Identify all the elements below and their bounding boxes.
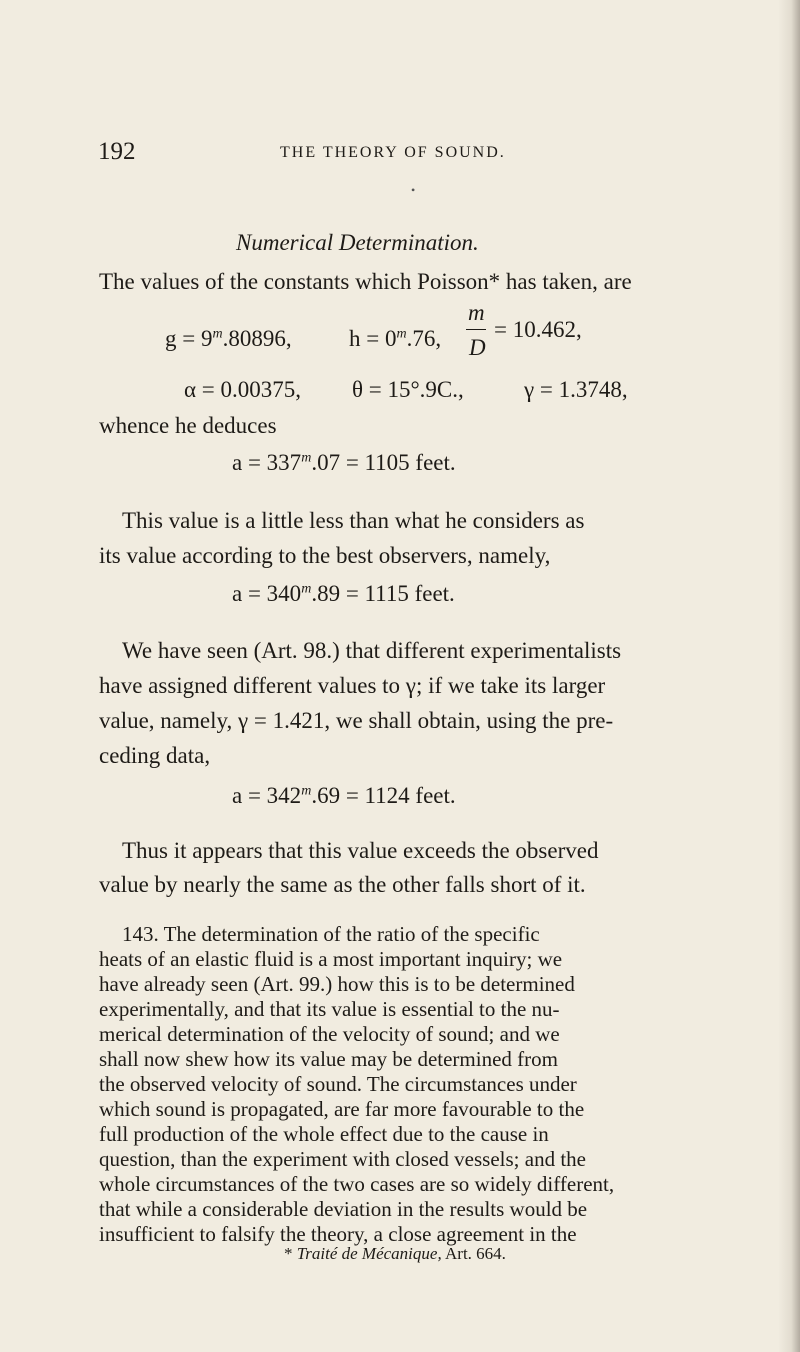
constant-alpha: α = 0.00375,: [184, 377, 302, 402]
para4-line-10: question, than the experiment with closed vessels; and the: [99, 1147, 586, 1171]
fraction-numerator: m: [468, 300, 485, 325]
footnote: [284, 1244, 506, 1264]
para4-line-2: heats of an elastic fluid is a most important inquiry; we: [99, 947, 563, 971]
constant-theta: θ = 15°.9C.,: [352, 377, 464, 402]
para4-line-1: 143. The determination of the ratio of the specific: [122, 922, 540, 946]
page-edge-shadow: [778, 0, 800, 1352]
constant-m-over-d: = 10.462,: [494, 317, 582, 342]
para4-line-8: which sound is propagated, are far more favourable to the: [99, 1097, 585, 1121]
section-heading: Numerical Determination.: [236, 230, 479, 255]
para4-line-13: insufficient to falsify the theory, a close agreement in the: [99, 1222, 577, 1246]
para4-line-4: experimentally, and that its value is essential to the nu-: [99, 997, 560, 1021]
constant-g: $g = 9^m.80896$,: [165, 326, 292, 351]
para3-line-1: Thus it appears that this value exceeds the observed: [122, 838, 599, 863]
page-number: 192: [98, 138, 136, 165]
footnote-mark: *: [284, 1244, 293, 1263]
para4-line-5: merical determination of the velocity of sound; and we: [99, 1022, 560, 1046]
equation-3: $a = 342^m.69 = 1124$ feet.: [232, 783, 456, 808]
ornament-dot: •: [411, 183, 416, 197]
constant-gamma: γ = 1.3748,: [524, 377, 628, 402]
para4-line-7: the observed velocity of sound. The circumstances under: [99, 1072, 577, 1096]
whence-line: whence he deduces: [99, 413, 277, 438]
constant-h: $h = 0^m.76$,: [349, 326, 442, 351]
para4-line-6: shall now shew how its value may be determined from: [99, 1047, 558, 1071]
para4-line-11: whole circumstances of the two cases are so widely different,: [99, 1172, 615, 1196]
footnote-ref: Art. 664.: [445, 1244, 506, 1263]
para4-line-9: full production of the whole effect due to the cause in: [99, 1122, 549, 1146]
fraction-denominator: D: [469, 335, 486, 360]
para2-line-3: value, namely, γ = 1.421, we shall obtain, using the pre-: [99, 708, 614, 733]
para2-line-1: We have seen (Art. 98.) that different experimentalists: [122, 638, 622, 663]
equation-2: $a = 340^m.89 = 1115$ feet.: [232, 581, 455, 606]
equation-1: $a = 337^m.07 = 1105$ feet.: [232, 450, 456, 475]
para4-line-3: have already seen (Art. 99.) how this is to be determined: [99, 972, 575, 996]
para2-line-4: ceding data,: [99, 743, 211, 768]
para1-line-1: This value is a little less than what he considers as: [122, 508, 585, 533]
footnote-title: Traité de Mécanique,: [296, 1244, 442, 1263]
fraction-bar: [466, 329, 486, 330]
intro-line: The values of the constants which Poisson* has taken, are: [99, 269, 632, 294]
para2-line-2: have assigned different values to γ; if we take its larger: [99, 673, 606, 698]
para3-line-2: value by nearly the same as the other falls short of it.: [99, 872, 586, 897]
page-header: [0, 138, 800, 168]
running-title: THE THEORY OF SOUND.: [280, 144, 506, 161]
para1-line-2: its value according to the best observers, namely,: [99, 543, 551, 568]
para4-line-12: that while a considerable deviation in the results would be: [99, 1197, 588, 1221]
